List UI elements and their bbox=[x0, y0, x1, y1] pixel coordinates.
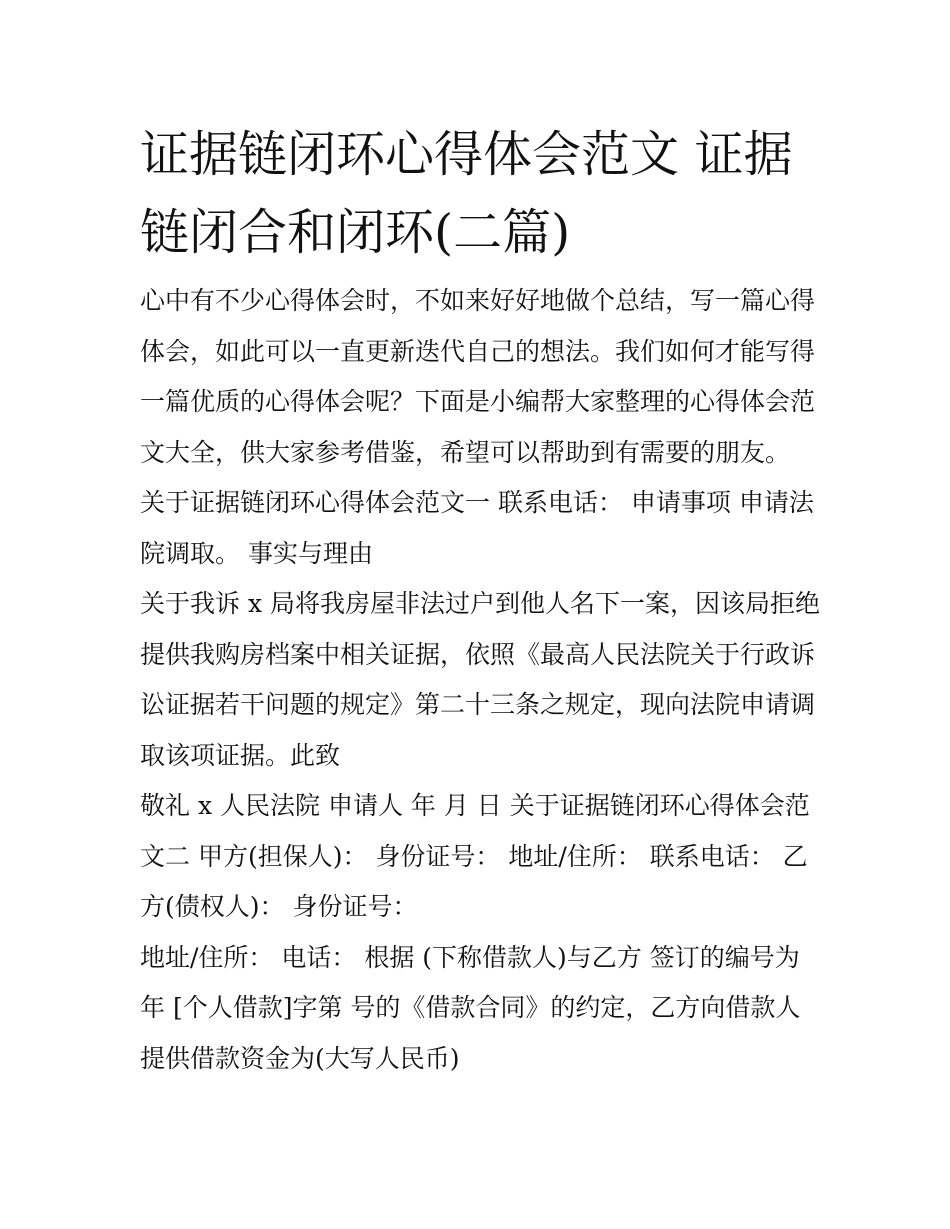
text-line: 文二 甲方(担保人)： 身份证号： 地址/住所： 联系电话： 乙 bbox=[140, 841, 808, 871]
text-line: 文大全，供大家参考借鉴，希望可以帮助到有需要的朋友。 bbox=[140, 437, 791, 467]
text-line: 年 [个人借款]字第 号的《借款合同》的约定，乙方向借款人 bbox=[140, 993, 801, 1022]
text-line: 一篇优质的心得体会呢？下面是小编帮大家整理的心得体会范 bbox=[140, 387, 816, 416]
text-line: 讼证据若干问题的规定》第二十三条之规定，现向法院申请调 bbox=[140, 690, 816, 719]
document-body bbox=[140, 276, 820, 1084]
text-line: 院调取。 事实与理由 bbox=[140, 538, 373, 568]
title-line: 链闭合和闭环(二篇) bbox=[140, 204, 571, 261]
text-line: 地址/住所： 电话： 根据 (下称借款人)与乙方 签订的编号为 bbox=[140, 942, 800, 972]
text-line: 取该项证据。此致 bbox=[140, 740, 341, 770]
text-line: 方(债权人)： 身份证号： bbox=[140, 892, 418, 921]
paragraph-article-two-body bbox=[140, 933, 820, 1085]
text-line: 关于证据链闭环心得体会范文一 联系电话： 申请事项 申请法 bbox=[140, 488, 814, 517]
paragraph-article-one-header bbox=[140, 478, 820, 579]
text-line: 体会，如此可以一直更新迭代自己的想法。我们如何才能写得 bbox=[140, 336, 816, 366]
title-line: 证据链闭环心得体会范文 证据 bbox=[140, 126, 793, 183]
text-line: 心中有不少心得体会时，不如来好好地做个总结，写一篇心得 bbox=[140, 286, 816, 315]
paragraph-article-one-body bbox=[140, 579, 820, 781]
paragraph-intro bbox=[140, 276, 820, 478]
text-line: 提供我购房档案中相关证据，依照《最高人民法院关于行政诉 bbox=[140, 639, 816, 669]
text-line: 关于我诉 x 局将我房屋非法过户到他人名下一案，因该局拒绝 bbox=[140, 589, 820, 618]
document-title bbox=[140, 116, 820, 272]
text-line: 提供借款资金为(大写人民币) bbox=[140, 1043, 460, 1073]
paragraph-article-two-header bbox=[140, 781, 820, 933]
text-line: 敬礼 x 人民法院 申请人 年 月 日 关于证据链闭环心得体会范 bbox=[140, 791, 810, 820]
